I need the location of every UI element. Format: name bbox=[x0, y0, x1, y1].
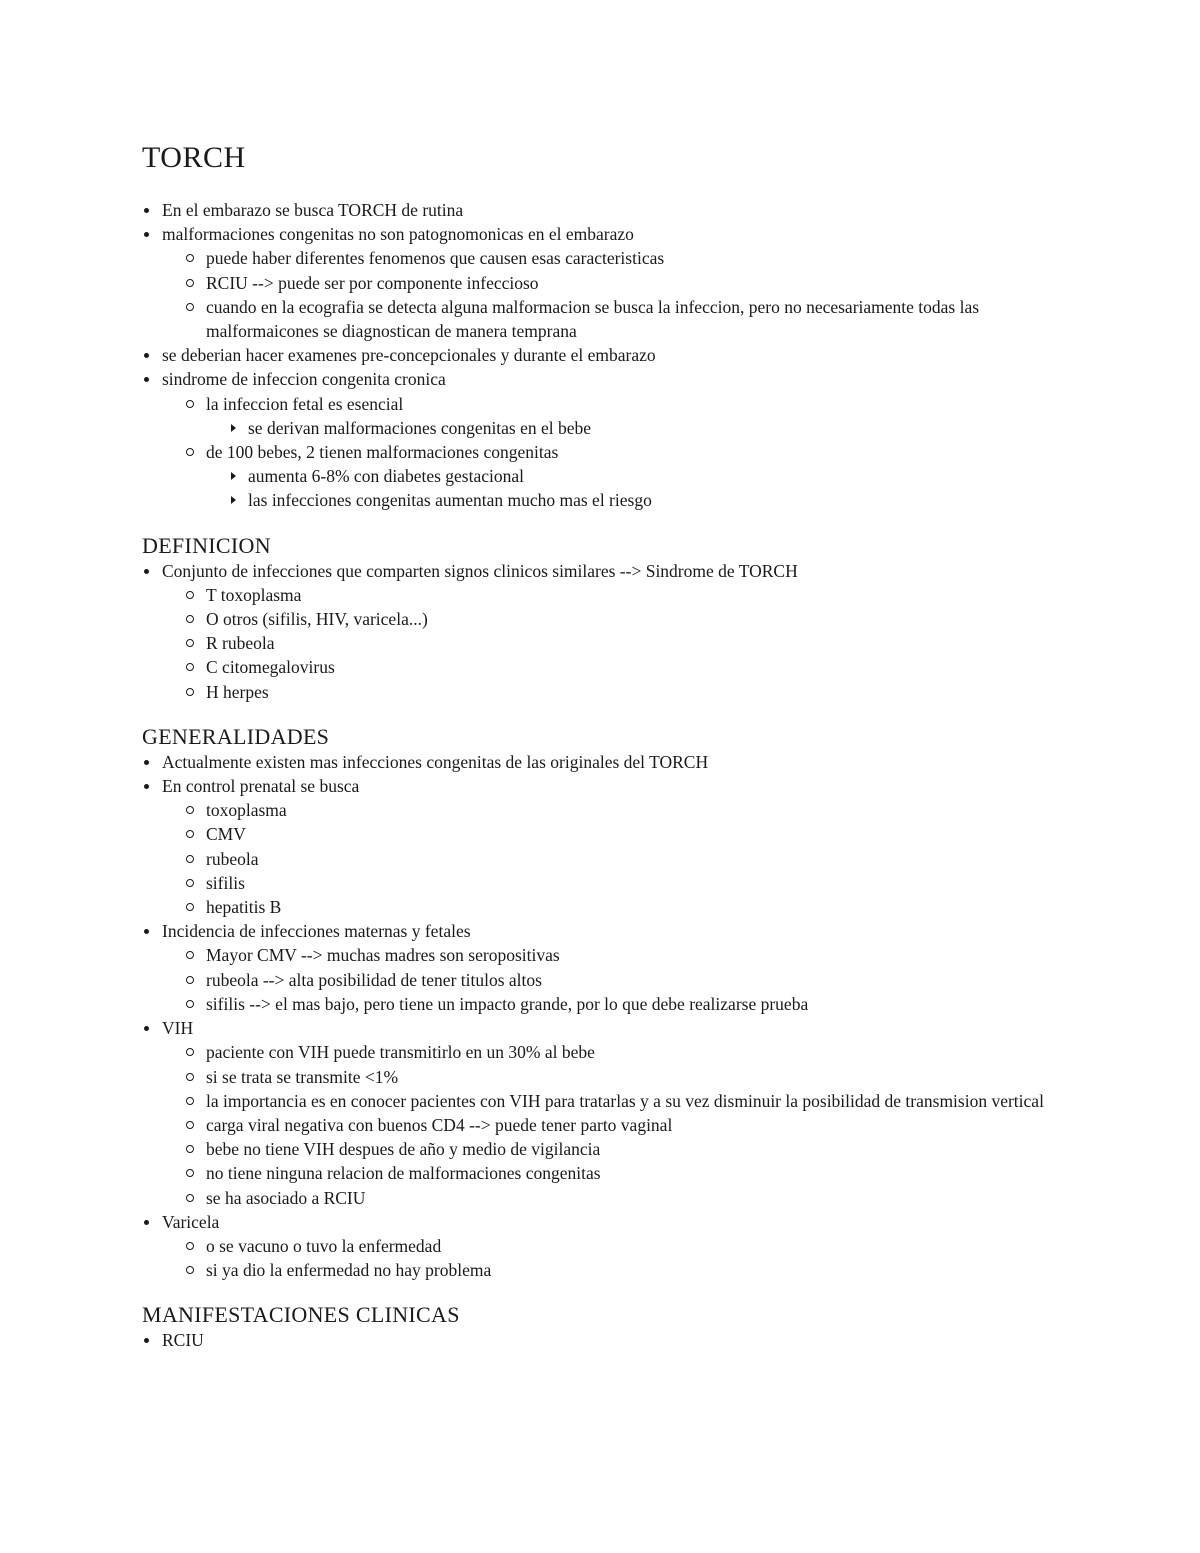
bullet-dot-icon bbox=[144, 208, 149, 213]
bullet-circle-icon bbox=[186, 830, 194, 838]
bullet-dot-icon bbox=[144, 569, 149, 574]
list-item bbox=[142, 992, 1082, 1016]
bullet-circle-icon bbox=[186, 1242, 194, 1250]
list-item-text: RCIU --> puede ser por componente infeccioso bbox=[206, 272, 539, 293]
bullet-circle-icon bbox=[186, 615, 194, 623]
section bbox=[142, 724, 1082, 1282]
bullet-dot-icon bbox=[144, 1338, 149, 1343]
section-heading: MANIFESTACIONES CLINICAS bbox=[142, 1302, 460, 1328]
list-item-text: de 100 bebes, 2 tienen malformaciones congenitas bbox=[206, 442, 559, 463]
bullet-circle-icon bbox=[186, 1169, 194, 1177]
list-item bbox=[142, 1137, 1082, 1161]
list-item-text: se ha asociado a RCIU bbox=[206, 1187, 366, 1208]
list-item bbox=[142, 943, 1082, 967]
bullet-circle-icon bbox=[186, 1266, 194, 1274]
list-item-text: carga viral negativa con buenos CD4 --> puede tener parto vaginal bbox=[206, 1114, 673, 1135]
bullet-list bbox=[142, 750, 1082, 1282]
list-item-text: si se trata se transmite <1% bbox=[206, 1066, 399, 1087]
list-item-text: toxoplasma bbox=[206, 800, 287, 821]
bullet-circle-icon bbox=[186, 1048, 194, 1056]
list-item bbox=[142, 871, 1082, 895]
list-item bbox=[142, 1328, 1082, 1352]
list-item-text: sindrome de infeccion congenita cronica bbox=[162, 369, 446, 390]
list-item-text: se derivan malformaciones congenitas en el bebe bbox=[248, 417, 592, 438]
list-item bbox=[142, 1089, 1082, 1113]
bullet-triangle-icon bbox=[231, 424, 236, 432]
bullet-dot-icon bbox=[144, 929, 149, 934]
list-item bbox=[142, 464, 1082, 488]
list-item bbox=[142, 822, 1082, 846]
bullet-circle-icon bbox=[186, 976, 194, 984]
list-item bbox=[142, 222, 1082, 246]
list-item-text: malformaciones congenitas no son patognomonicas en el embarazo bbox=[162, 224, 634, 245]
document-page bbox=[142, 138, 1082, 1373]
bullet-circle-icon bbox=[186, 663, 194, 671]
list-item bbox=[142, 847, 1082, 871]
bullet-circle-icon bbox=[186, 1097, 194, 1105]
list-item bbox=[142, 607, 1082, 631]
list-item bbox=[142, 416, 1082, 440]
list-item-text: o se vacuno o tuvo la enfermedad bbox=[206, 1235, 442, 1256]
list-item-text: H herpes bbox=[206, 681, 269, 702]
list-item-text: Mayor CMV --> muchas madres son seropositivas bbox=[206, 945, 560, 966]
list-item bbox=[142, 1040, 1082, 1064]
list-item-text: Varicela bbox=[162, 1211, 220, 1232]
list-item bbox=[142, 295, 1082, 343]
list-item-text: Incidencia de infecciones maternas y fetales bbox=[162, 921, 471, 942]
list-item-text: se deberian hacer examenes pre-concepcionales y durante el embarazo bbox=[162, 345, 656, 366]
list-item bbox=[142, 968, 1082, 992]
bullet-dot-icon bbox=[144, 760, 149, 765]
section bbox=[142, 198, 1082, 513]
bullet-circle-icon bbox=[186, 1000, 194, 1008]
list-item-text: no tiene ninguna relacion de malformaciones congenitas bbox=[206, 1163, 601, 1184]
list-item-text: En el embarazo se busca TORCH de rutina bbox=[162, 200, 464, 220]
list-item bbox=[142, 392, 1082, 416]
list-item-text: la importancia es en conocer pacientes con VIH para tratarlas y a su vez disminuir la posibilidad de transmision vertical bbox=[206, 1090, 1044, 1111]
bullet-circle-icon bbox=[186, 903, 194, 911]
list-item bbox=[142, 895, 1082, 919]
list-item-text: aumenta 6-8% con diabetes gestacional bbox=[248, 466, 525, 487]
list-item-text: hepatitis B bbox=[206, 897, 282, 918]
list-item bbox=[142, 440, 1082, 464]
list-item-text: puede haber diferentes fenomenos que causen esas caracteristicas bbox=[206, 248, 665, 269]
list-item bbox=[142, 1065, 1082, 1089]
bullet-dot-icon bbox=[144, 1220, 149, 1225]
bullet-circle-icon bbox=[186, 855, 194, 863]
bullet-circle-icon bbox=[186, 1121, 194, 1129]
list-item bbox=[142, 583, 1082, 607]
list-item bbox=[142, 750, 1082, 774]
document-body bbox=[142, 198, 1082, 1353]
bullet-list bbox=[142, 198, 1082, 513]
list-item bbox=[142, 680, 1082, 704]
list-item-text: Conjunto de infecciones que comparten signos clinicos similares --> Sindrome de TORCH bbox=[162, 560, 798, 581]
bullet-circle-icon bbox=[186, 639, 194, 647]
bullet-circle-icon bbox=[186, 1194, 194, 1202]
list-item-text: si ya dio la enfermedad no hay problema bbox=[206, 1260, 492, 1281]
list-item bbox=[142, 631, 1082, 655]
section bbox=[142, 533, 1082, 704]
bullet-dot-icon bbox=[144, 353, 149, 358]
bullet-dot-icon bbox=[144, 784, 149, 789]
bullet-circle-icon bbox=[186, 879, 194, 887]
list-item bbox=[142, 271, 1082, 295]
bullet-circle-icon bbox=[186, 806, 194, 814]
list-item-text: T toxoplasma bbox=[206, 584, 302, 605]
bullet-circle-icon bbox=[186, 591, 194, 599]
list-item-text: rubeola bbox=[206, 848, 259, 869]
list-item bbox=[142, 1210, 1082, 1234]
section bbox=[142, 1302, 1082, 1352]
list-item-text: Actualmente existen mas infecciones congenitas de las originales del TORCH bbox=[162, 751, 709, 772]
bullet-dot-icon bbox=[144, 377, 149, 382]
list-item bbox=[142, 367, 1082, 391]
list-item bbox=[142, 919, 1082, 943]
list-item bbox=[142, 559, 1082, 583]
bullet-list bbox=[142, 559, 1082, 704]
list-item bbox=[142, 198, 1082, 222]
list-item bbox=[142, 798, 1082, 822]
list-item-text: C citomegalovirus bbox=[206, 657, 335, 678]
list-item bbox=[142, 1113, 1082, 1137]
bullet-circle-icon bbox=[186, 303, 194, 311]
list-item-text: R rubeola bbox=[206, 633, 275, 654]
list-item bbox=[142, 655, 1082, 679]
list-item bbox=[142, 774, 1082, 798]
bullet-circle-icon bbox=[186, 1145, 194, 1153]
list-item-text: paciente con VIH puede transmitirlo en un 30% al bebe bbox=[206, 1042, 595, 1063]
bullet-circle-icon bbox=[186, 279, 194, 287]
bullet-dot-icon bbox=[144, 1026, 149, 1031]
list-item-text: sifilis --> el mas bajo, pero tiene un impacto grande, por lo que debe realizarse prueba bbox=[206, 993, 809, 1014]
list-item-text: CMV bbox=[206, 824, 246, 845]
bullet-circle-icon bbox=[186, 951, 194, 959]
bullet-dot-icon bbox=[144, 232, 149, 237]
bullet-circle-icon bbox=[186, 254, 194, 262]
list-item bbox=[142, 1186, 1082, 1210]
list-item-text: En control prenatal se busca bbox=[162, 776, 360, 797]
list-item-text: bebe no tiene VIH despues de año y medio de vigilancia bbox=[206, 1139, 601, 1160]
section-heading: DEFINICION bbox=[142, 532, 271, 558]
page-title: TORCH bbox=[142, 141, 246, 174]
list-item bbox=[142, 343, 1082, 367]
list-item-text: rubeola --> alta posibilidad de tener titulos altos bbox=[206, 969, 542, 990]
list-item bbox=[142, 1234, 1082, 1258]
list-item bbox=[142, 1258, 1082, 1282]
bullet-circle-icon bbox=[186, 400, 194, 408]
bullet-circle-icon bbox=[186, 688, 194, 696]
list-item bbox=[142, 1016, 1082, 1040]
list-item-text: sifilis bbox=[206, 872, 245, 893]
list-item-text: las infecciones congenitas aumentan mucho mas el riesgo bbox=[248, 490, 652, 511]
bullet-triangle-icon bbox=[231, 496, 236, 504]
list-item-text: cuando en la ecografia se detecta alguna malformacion se busca la infeccion, pero no necesariamente todas las malformaicones se diagnostican de manera temprana bbox=[206, 296, 980, 342]
list-item bbox=[142, 246, 1082, 270]
list-item-text: la infeccion fetal es esencial bbox=[206, 393, 404, 414]
section-heading: GENERALIDADES bbox=[142, 723, 330, 749]
bullet-triangle-icon bbox=[231, 472, 236, 480]
list-item-text: RCIU bbox=[162, 1330, 204, 1351]
list-item-text: VIH bbox=[162, 1018, 194, 1039]
bullet-list bbox=[142, 1328, 1082, 1352]
bullet-circle-icon bbox=[186, 1073, 194, 1081]
list-item-text: O otros (sifilis, HIV, varicela...) bbox=[206, 609, 428, 630]
bullet-circle-icon bbox=[186, 448, 194, 456]
list-item bbox=[142, 488, 1082, 512]
list-item bbox=[142, 1161, 1082, 1185]
